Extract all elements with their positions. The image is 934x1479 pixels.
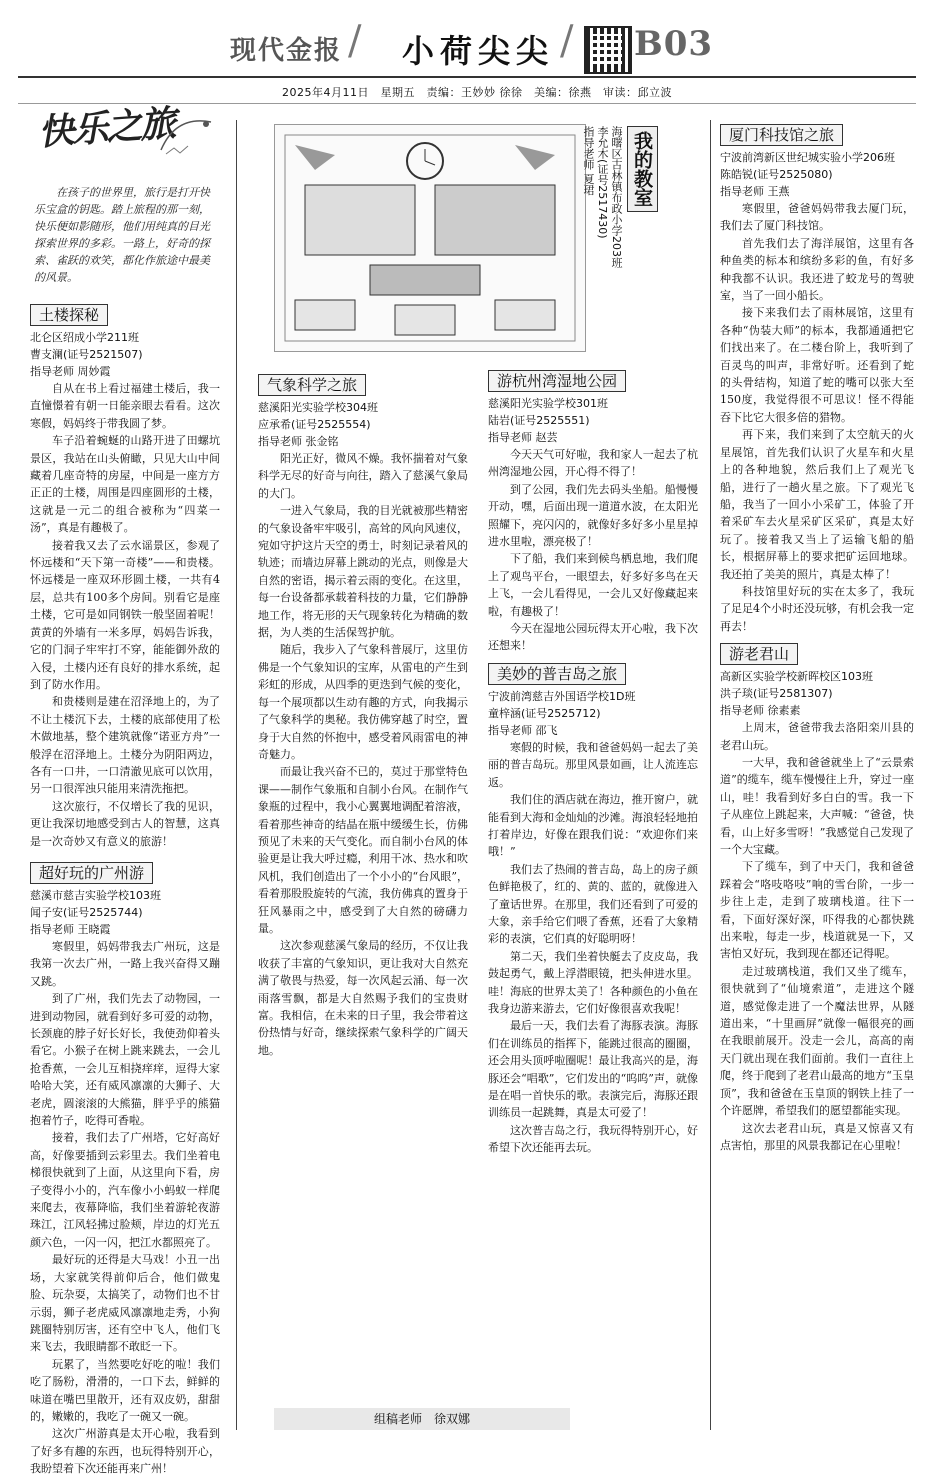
article-title: 土楼探秘 — [30, 304, 108, 326]
paragraph: 我们去了热闹的普吉岛，岛上的房子颜色鲜艳极了，红的、黄的、蓝的，就像进入了童话世界。在那里，我们还看到了可爱的大象，亲手给它们喂了香蕉，还看了大象精彩的表演，它们真的好聪明呀！ — [488, 862, 698, 946]
paragraph: 寒假里，妈妈带我去广州玩，这是我第一次去广州，一路上我兴奋得又蹦又跳。 — [30, 939, 220, 988]
author: 曹支澜(证号2521507) — [30, 348, 143, 361]
paragraph: 这次旅行，不仅增长了我的见识，更让我深切地感受到古人的智慧，这真是一次奇妙又有意义的旅游！ — [30, 799, 220, 848]
paragraph: 和贵楼则是建在沼泽地上的，为了不让土楼沉下去，土楼的底部使用了松木做地基，整个建筑就像“诺亚方舟”一般浮在沼泽地上。土楼分为阴阳两边，各有一口井，一口清澈见底可以饮用，另一口很浑浊只能用来清洗拖把。 — [30, 695, 220, 796]
column-4 — [720, 120, 914, 1154]
classroom-drawing — [274, 124, 586, 352]
article-title: 游老君山 — [720, 643, 798, 665]
teacher: 指导老师 张金铭 — [258, 435, 339, 448]
article-title: 气象科学之旅 — [258, 374, 366, 396]
article-title: 超好玩的广州游 — [30, 862, 153, 884]
paragraph: 这次普吉岛之行，我玩得特别开心，好希望下次还能再去玩。 — [488, 1123, 698, 1155]
masthead-divider: / — [560, 18, 574, 64]
article-meta — [488, 688, 698, 739]
school: 慈溪市慈吉实验学校103班 — [30, 888, 161, 902]
doodle-icon — [156, 110, 216, 158]
author: 童梓涵(证号2525712) — [488, 706, 601, 720]
column-1 — [30, 300, 220, 1478]
classroom-teacher: 指导老师 夏珺 — [582, 126, 595, 196]
article-title: 美妙的普吉岛之旅 — [488, 663, 626, 685]
teacher: 指导老师 周妙霞 — [30, 365, 111, 378]
paragraph: 寒假里，爸爸妈妈带我去厦门玩，我们去了厦门科技馆。 — [720, 202, 914, 233]
column-divider — [236, 120, 237, 1430]
paragraph: 下了缆车，到了中天门，我和爸爸踩着会“咯吱咯吱”响的雪台阶，一步一步往上走，走到了玻璃栈道。往下一看，下面好深好深，吓得我的心都快跳出来啦，每走一步，栈道就晃一下，又害怕又好玩，我到现在都还记得呢。 — [720, 860, 914, 961]
paragraph: 走过玻璃栈道，我们又坐了缆车，很快就到了“仙境索道”，走进这个隧道，感觉像走进了一个魔法世界，从隧道出来，“十里画屏”就像一幅很亮的画在我眼前展开。没走一会儿，高高的南天门就出现在我们面前。我们一直往上爬，终于爬到了老君山最高的地方“玉皇顶”，我和爸爸在玉皇顶的钢铁上挂了一个许愿牌，希望我们的愿望都能实现。 — [720, 964, 914, 1118]
school: 慈溪阳光实验学校304班 — [258, 401, 378, 414]
paragraph: 我们住的酒店就在海边，推开窗户，就能看到大海和金灿灿的沙滩。海浪轻轻地拍打着岸边，好像在跟我们说：“欢迎你们来哦！” — [488, 793, 698, 859]
notice-anchor-13 — [264, 1440, 580, 1441]
paragraph: 今天在湿地公园玩得太开心啦，我下次还想来！ — [488, 622, 698, 653]
qr-code-icon — [584, 26, 632, 74]
column-divider — [710, 120, 711, 1430]
paragraph: 科技馆里好玩的实在太多了，我玩了足足4个小时还没玩够，有机会我一定再去！ — [720, 584, 914, 633]
paragraph: 车子沿着蜿蜒的山路开进了田螺坑景区，我站在山头俯瞰，只见大山中间藏着几座奇特的房屋，中间是一座方方正正的土楼，周围是四座圆形的土楼，这就是一元二的组合被称为“四菜一汤”，真是有趣极了。 — [30, 434, 220, 535]
school: 宁波前湾慈吉外国语学校1D班 — [488, 689, 636, 703]
paragraph: 最好玩的还得是大马戏！小丑一出场，大家就笑得前仰后合，他们做鬼脸、玩杂耍，太搞笑了，动物们也不甘示弱，狮子老虎威风凛凛地走秀，小狗跳圈特别厉害，还有空中飞人，他们飞来飞去，我眼睛都不敢眨一下。 — [30, 1253, 220, 1354]
column-3 — [488, 366, 698, 1157]
article-meta — [720, 668, 914, 719]
page-number: B03 — [634, 24, 714, 64]
section-brand-title: 快乐之旅 — [36, 102, 176, 154]
paragraph: 一大早，我和爸爸就坐上了“云景索道”的缆车，缆车慢慢往上升，穿过一座山，哇！我看到好多白白的雪。我一下子从座位上跳起来，大声喊：“爸爸，快看，山上好多雪呀！”我感觉自己发现了一个大宝藏。 — [720, 755, 914, 856]
paragraph: 自从在书上看过福建土楼后，我一直憧憬着有朝一日能亲眼去看看。这次寒假，妈妈终于带我圆了梦。 — [30, 382, 220, 430]
header-rule — [18, 76, 916, 78]
article-meta — [258, 399, 468, 450]
paragraph: 再下来，我们来到了太空航天的火星展馆，首先我们认识了火星车和火星上的各种地貌，然后我们上了观光飞船，进行了一趟火星之旅。下了观光飞船，我当了一回小小采矿工，体验了开着采矿车去火星采矿区采矿，真是太好玩了。接着我又当上了运输飞船的船长，根据屏幕上的要求把矿运回地球。我还拍了美美的照片，真是太棒了！ — [720, 428, 914, 581]
column-title: 小荷尖尖 — [402, 32, 555, 70]
paragraph: 接下来我们去了雨林展馆，这里有各种“伪装大师”的标本，我都通通把它们找出来了。在二楼台阶上，我听到了百灵鸟的叫声，非常好听。还看到了蛇的头骨结构，知道了蛇的嘴可以张大至150度，我觉得很不可思议！怪不得能吞下比它大很多倍的猎物。 — [720, 306, 914, 424]
paragraph: 寒假的时候，我和爸爸妈妈一起去了美丽的普吉岛玩。那里风景如画，让人流连忘返。 — [488, 740, 698, 789]
paragraph: 接着，我们去了广州塔，它好高好高，好像要插到云彩里去。我们坐着电梯很快就到了上面，从这里向下看，房子变得小小的，汽车像小小蚂蚁一样爬来爬去，夜幕降临，我们坐着游轮夜游珠江，江风轻拂过脸颊，岸边的灯光五颜六色，一闪一闪，把江水都照亮了。 — [30, 1131, 220, 1249]
paragraph: 这次广州游真是太开心啦，我看到了好多有趣的东西，也玩得特别开心，我盼望着下次还能再来广州！ — [30, 1427, 220, 1476]
notice-anchor-30 — [264, 1436, 580, 1437]
paragraph: 首先我们去了海洋展馆，这里有各种鱼类的标本和缤纷多彩的鱼，有好多种我都不认识。我还进了蛟龙号的驾驶室，当了一回小船长。 — [720, 236, 914, 303]
classroom-school: 海曙区古林镇布政小学203班 — [610, 126, 623, 268]
paper-name: 现代金报 — [230, 36, 343, 66]
article-title: 厦门科技馆之旅 — [720, 124, 843, 146]
paragraph: 一进入气象局，我的目光就被那些精密的气象设备牢牢吸引，高耸的风向风速仪，宛如守护这片天空的勇士，时刻记录着风的轨迹；而墙边屏幕上跳动的光点，则像是大自然的密语，揭示着云雨的变化。在这里，每一台设备都承载着科技的力量，它们静静地工作，将无形的天气现象转化为精确的数据，为人类的生活保驾护航。 — [258, 504, 468, 640]
paragraph: 第二天，我们坐着快艇去了皮皮岛，我鼓起勇气，戴上浮潜眼镜，把头伸进水里。哇！海底的世界太美了！各种颜色的小鱼在我身边游来游去，它们好像很喜欢我呢！ — [488, 949, 698, 1015]
paragraph: 阳光正好，微风不燥。我怀揣着对气象科学无尽的好奇与向往，踏入了慈溪气象局的大门。 — [258, 452, 468, 500]
article-title: 游杭州湾湿地公园 — [488, 370, 626, 392]
paragraph: 这次去老君山玩，真是又惊喜又有点害怕，那里的风景我都记在心里啦！ — [720, 1121, 914, 1152]
paragraph: 接着我又去了云水谣景区，参观了怀远楼和“天下第一奇楼”——和贵楼。怀远楼是一座双环形圆土楼，一共有4层，总共有100多个房间。别看它是座土楼，它可是如同钢铁一般坚固着呢！黄黄的外墙有一米多厚，妈妈告诉我，它的门洞子牢牢打不穿，能能御外敌的入侵，土楼内还有良好的排水系统，起到了防水作用。 — [30, 538, 220, 691]
column-2 — [258, 370, 468, 1059]
teacher: 指导老师 赵芸 — [488, 431, 558, 444]
paragraph: 而最让我兴奋不已的，莫过于那堂特色课——制作气象瓶和自制小台风。在制作气象瓶的过程中，我小心翼翼地调配着溶液，看着那些神奇的结晶在瓶中缓缓生长，仿佛预见了未来的天气变化。而自制小台风的体验更是让我大呼过瘾，利用干冰、热水和吹风机，我们创造出了一个小小的“台风眼”，看着那股股旋转的气流，我仿佛真的置身于狂风暴雨之中，感受到了大自然的磅礴力量。 — [258, 765, 468, 935]
paragraph: 下了船，我们来到候鸟栖息地，我们爬上了观鸟平台，一眼望去，好多好多鸟在天上飞，一会儿看得见，一会儿又好像藏起来啦，有趣极了！ — [488, 552, 698, 618]
paragraph: 今天天气可好啦，我和家人一起去了杭州湾湿地公园，开心得不得了！ — [488, 448, 698, 479]
school: 宁波前湾新区世纪城实验小学206班 — [720, 151, 895, 164]
article-meta — [30, 887, 220, 938]
article-meta — [720, 149, 914, 200]
classroom-title: 我的教室 — [627, 126, 658, 212]
paragraph: 随后，我步入了气象科普展厅，这里仿佛是一个气象知识的宝库，从雷电的产生到彩虹的形成，从四季的更迭到气候的变化，每一个展项都以生动有趣的方式，向我揭示了气象科学的奥秘。我仿佛穿越了时空，置身于大自然的怀抱中，感受着风雨雷电的神奇魅力。 — [258, 643, 468, 761]
author: 陈皓锐(证号2525080) — [720, 168, 833, 181]
masthead-divider: / — [348, 18, 362, 64]
author: 陆岩(证号2525551) — [488, 414, 590, 427]
paragraph: 到了广州，我们先去了动物园，一进到动物园，就看到好多可爱的动物，长颈鹿的脖子好长好长，我使劲仰着头看它。小猴子在树上跳来跳去，一会儿抢香蕉，一会儿互相挠痒痒，逗得大家哈哈大笑，还有威风凛凛的大狮子、大老虎，圆滚滚的大熊猫，胖乎乎的熊猫抱着竹子，吃得可香啦。 — [30, 992, 220, 1128]
author: 应承希(证号2525554) — [258, 418, 371, 431]
section-intro: 在孩子的世界里，旅行是打开快乐宝盒的钥匙。踏上旅程的那一刻，快乐便如影随形，他们用纯真的目光探索世界的多彩。一路上，好奇的探索、雀跃的欢笑，都化作旅途中最美的风景。 — [34, 186, 210, 284]
dateline: 2025年4月11日 星期五 责编：王妙妙 徐徐 美编：徐燕 审读：邱立波 — [282, 86, 672, 99]
paragraph: 到了公园，我们先去码头坐船。船慢慢开动，嘿，后面出现一道道水波，在太阳光照耀下，亮闪闪的，就像好多好多小星星掉进水里啦，漂亮极了！ — [488, 482, 698, 549]
author: 洪子琰(证号2581307) — [720, 687, 833, 701]
school: 慈溪阳光实验学校301班 — [488, 397, 608, 410]
paragraph: 玩累了，当然要吃好吃的啦！我们吃了肠粉，滑滑的，一口下去，鲜鲜的味道在嘴巴里散开，还有双皮奶，甜甜的，嫩嫩的，我吃了一碗又一碗。 — [30, 1357, 220, 1423]
paragraph: 上周末，爸爸带我去洛阳栾川县的老君山玩。 — [720, 721, 914, 752]
paragraph: 最后一天，我们去看了海豚表演。海豚们在训练员的指挥下，能跳过很高的圈圈，还会用头顶呼啦圈呢！最让我高兴的是，海豚还会“唱歌”，它们发出的“呜呜”声，就像是在唱一首快乐的歌。表演完后，海豚还跟训练员一起跳舞，真是太可爱了！ — [488, 1019, 698, 1120]
paragraph: 这次参观慈溪气象局的经历，不仅让我收获了丰富的气象知识，更让我对大自然充满了敬畏与热爱，每一次风起云涌、每一次雨落雪飘，都是大自然赐予我们的宝贵财富。我相信，在未来的日子里，我会带着这份热情与好奇，继续探索气象科学的广阔天地。 — [258, 939, 468, 1057]
article-meta — [488, 395, 698, 446]
school: 北仑区绍成小学211班 — [30, 331, 139, 344]
teacher: 指导老师 王燕 — [720, 185, 790, 198]
teacher: 指导老师 王晓霞 — [30, 922, 111, 936]
teacher: 指导老师 邵飞 — [488, 723, 558, 737]
article-meta — [30, 329, 220, 380]
teacher: 指导老师 徐素素 — [720, 704, 801, 718]
author: 闻子安(证号2525744) — [30, 905, 143, 919]
school: 高新区实验学校新晖校区103班 — [720, 670, 873, 684]
organizer-credit: 组稿老师 徐双娜 — [274, 1408, 570, 1430]
classroom-author: 李允木(证号2517430) — [596, 126, 609, 239]
notice-anchor — [258, 1130, 580, 1142]
